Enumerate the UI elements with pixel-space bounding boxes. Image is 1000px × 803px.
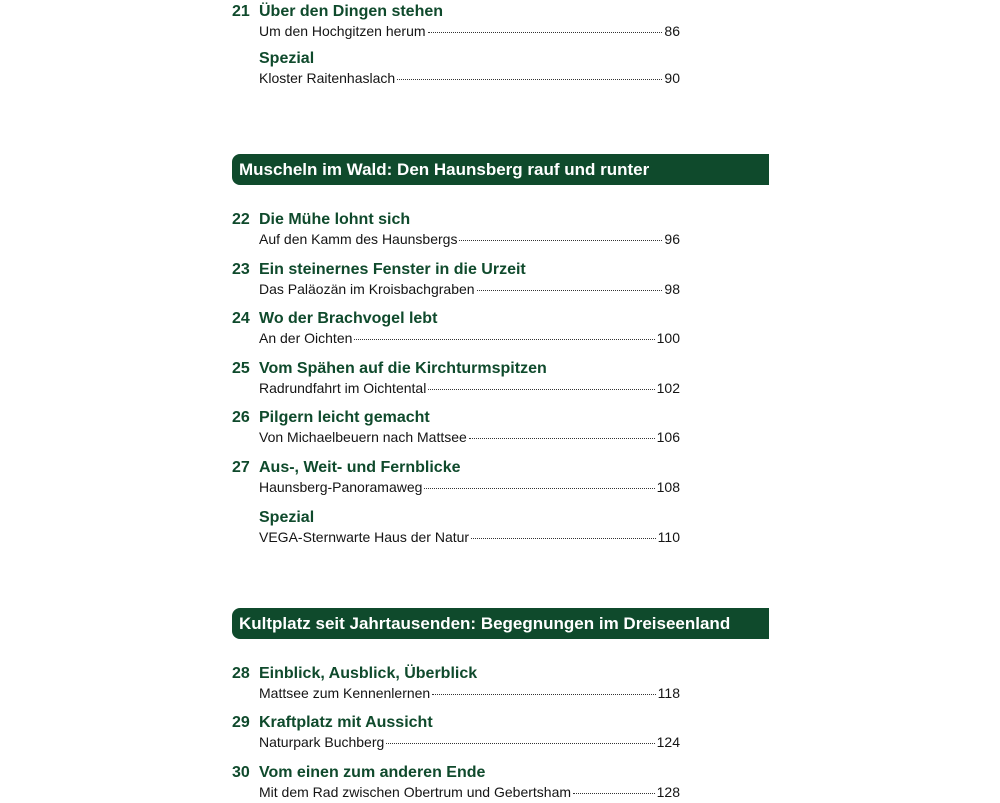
entry-page-number: 98 bbox=[664, 281, 680, 297]
entry-number: 28 bbox=[232, 665, 250, 682]
toc-special-entry[interactable] bbox=[232, 50, 680, 89]
dot-leader bbox=[397, 79, 662, 80]
dot-leader bbox=[428, 32, 663, 33]
entry-subtitle: An der Oichten bbox=[259, 330, 353, 346]
toc-entry[interactable] bbox=[232, 665, 680, 704]
entry-number: 30 bbox=[232, 764, 250, 781]
chapter-header bbox=[232, 608, 769, 639]
dot-leader bbox=[428, 389, 654, 390]
entry-number: 26 bbox=[232, 409, 250, 426]
entry-title: Einblick, Ausblick, Überblick bbox=[259, 665, 478, 682]
dot-leader bbox=[354, 339, 654, 340]
dot-leader bbox=[424, 488, 654, 489]
entry-number: 25 bbox=[232, 360, 250, 377]
entry-subtitle: Auf den Kamm des Haunsbergs bbox=[259, 231, 458, 247]
entry-number: 27 bbox=[232, 459, 250, 476]
dot-leader bbox=[432, 694, 655, 695]
entry-page-number: 90 bbox=[664, 70, 680, 86]
entry-title: Über den Dingen stehen bbox=[259, 3, 444, 20]
entry-page-number: 106 bbox=[656, 429, 680, 445]
entry-page-number: 102 bbox=[656, 380, 680, 396]
entry-subtitle: Das Paläozän im Kroisbachgraben bbox=[259, 281, 475, 297]
entry-number: 23 bbox=[232, 261, 250, 278]
entry-page-number: 96 bbox=[664, 231, 680, 247]
entry-number: 21 bbox=[232, 3, 250, 20]
entry-subtitle: Mattsee zum Kennenlernen bbox=[259, 685, 431, 701]
entry-title: Vom Spähen auf die Kirchturmspitzen bbox=[259, 360, 547, 377]
entry-page-number: 118 bbox=[657, 685, 680, 701]
toc-entry[interactable] bbox=[232, 764, 680, 803]
dot-leader bbox=[471, 538, 656, 539]
toc-entry[interactable] bbox=[232, 409, 680, 448]
dot-leader bbox=[573, 793, 655, 794]
toc-entry[interactable] bbox=[232, 310, 680, 349]
entry-number: 24 bbox=[232, 310, 250, 327]
dot-leader bbox=[459, 240, 662, 241]
entry-number: 29 bbox=[232, 714, 250, 731]
entry-number: 22 bbox=[232, 211, 250, 228]
toc-entry[interactable] bbox=[232, 459, 680, 498]
special-label: Spezial bbox=[259, 50, 315, 67]
entry-title: Kraftplatz mit Aussicht bbox=[259, 714, 433, 731]
entry-page-number: 86 bbox=[664, 23, 680, 39]
entry-subtitle: Naturpark Buchberg bbox=[259, 734, 385, 750]
entry-page-number: 124 bbox=[656, 734, 680, 750]
entry-page-number: 100 bbox=[656, 330, 680, 346]
entry-title: Pilgern leicht gemacht bbox=[259, 409, 430, 426]
entry-title: Aus-, Weit- und Fernblicke bbox=[259, 459, 461, 476]
entry-subtitle: Radrundfahrt im Oichtental bbox=[259, 380, 427, 396]
toc-entry[interactable] bbox=[232, 360, 680, 399]
entry-title: Ein steinernes Fenster in die Urzeit bbox=[259, 261, 526, 278]
chapter-title: Muscheln im Wald: Den Haunsberg rauf und runter bbox=[239, 159, 650, 179]
chapter-title: Kultplatz seit Jahrtausenden: Begegnungen im Dreiseenland bbox=[239, 613, 731, 633]
toc-special-entry[interactable] bbox=[232, 509, 680, 548]
dot-leader bbox=[477, 290, 663, 291]
toc-entry[interactable] bbox=[232, 3, 680, 42]
entry-title: Wo der Brachvogel lebt bbox=[259, 310, 438, 327]
entry-page-number: 128 bbox=[656, 784, 680, 800]
entry-subtitle: Von Michaelbeuern nach Mattsee bbox=[259, 429, 467, 445]
dot-leader bbox=[386, 743, 654, 744]
entry-subtitle: Mit dem Rad zwischen Obertrum und Gebertsham bbox=[259, 784, 572, 800]
toc-entry[interactable] bbox=[232, 714, 680, 753]
entry-title: Die Mühe lohnt sich bbox=[259, 211, 411, 228]
entry-page-number: 108 bbox=[656, 479, 680, 495]
entry-subtitle: Um den Hochgitzen herum bbox=[259, 23, 426, 39]
entry-title: Vom einen zum anderen Ende bbox=[259, 764, 486, 781]
entry-subtitle: Haunsberg-Panoramaweg bbox=[259, 479, 423, 495]
toc-entry[interactable] bbox=[232, 261, 680, 300]
special-label: Spezial bbox=[259, 509, 315, 526]
entry-subtitle: VEGA-Sternwarte Haus der Natur bbox=[259, 529, 470, 545]
dot-leader bbox=[469, 438, 655, 439]
chapter-header bbox=[232, 154, 769, 185]
entry-page-number: 110 bbox=[657, 529, 680, 545]
toc-entry[interactable] bbox=[232, 211, 680, 250]
entry-subtitle: Kloster Raitenhaslach bbox=[259, 70, 396, 86]
